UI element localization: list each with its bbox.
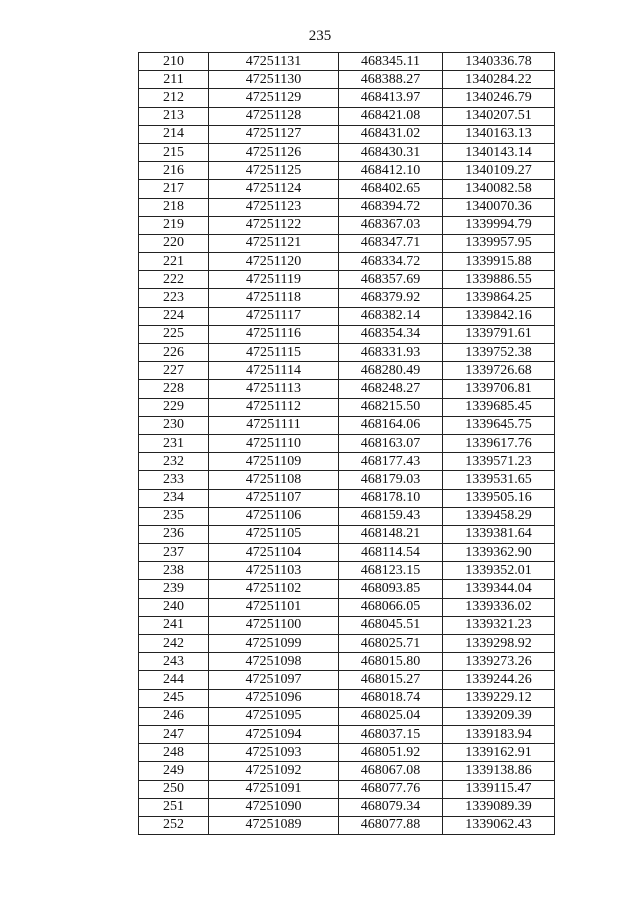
row-number-cell: 251	[139, 798, 209, 816]
point-id-cell: 47251089	[209, 816, 339, 834]
table-row	[139, 635, 555, 653]
row-number-cell: 247	[139, 725, 209, 743]
point-id-cell: 47251109	[209, 453, 339, 471]
row-number-cell: 230	[139, 416, 209, 434]
y-coordinate-cell: 1339726.68	[443, 362, 555, 380]
y-coordinate-cell: 1339531.65	[443, 471, 555, 489]
x-coordinate-cell: 468079.34	[339, 798, 443, 816]
x-coordinate-cell: 468382.14	[339, 307, 443, 325]
table-row	[139, 798, 555, 816]
row-number-cell: 243	[139, 653, 209, 671]
point-id-cell: 47251128	[209, 107, 339, 125]
x-coordinate-cell: 468164.06	[339, 416, 443, 434]
y-coordinate-cell: 1340246.79	[443, 89, 555, 107]
point-id-cell: 47251112	[209, 398, 339, 416]
x-coordinate-cell: 468114.54	[339, 544, 443, 562]
row-number-cell: 231	[139, 434, 209, 452]
table-row	[139, 71, 555, 89]
page-number: 235	[308, 28, 332, 44]
y-coordinate-cell: 1340143.14	[443, 143, 555, 161]
row-number-cell: 233	[139, 471, 209, 489]
y-coordinate-cell: 1340082.58	[443, 180, 555, 198]
row-number-cell: 236	[139, 525, 209, 543]
table-row	[139, 234, 555, 252]
x-coordinate-cell: 468215.50	[339, 398, 443, 416]
x-coordinate-cell: 468123.15	[339, 562, 443, 580]
y-coordinate-cell: 1340207.51	[443, 107, 555, 125]
y-coordinate-cell: 1339571.23	[443, 453, 555, 471]
point-id-cell: 47251114	[209, 362, 339, 380]
row-number-cell: 252	[139, 816, 209, 834]
x-coordinate-cell: 468045.51	[339, 616, 443, 634]
x-coordinate-cell: 468179.03	[339, 471, 443, 489]
table-row	[139, 162, 555, 180]
table-row	[139, 271, 555, 289]
y-coordinate-cell: 1339842.16	[443, 307, 555, 325]
point-id-cell: 47251116	[209, 325, 339, 343]
table-row	[139, 707, 555, 725]
y-coordinate-cell: 1339062.43	[443, 816, 555, 834]
table-row	[139, 307, 555, 325]
row-number-cell: 250	[139, 780, 209, 798]
row-number-cell: 234	[139, 489, 209, 507]
row-number-cell: 221	[139, 253, 209, 271]
point-id-cell: 47251119	[209, 271, 339, 289]
table-row	[139, 362, 555, 380]
point-id-cell: 47251127	[209, 125, 339, 143]
row-number-cell: 238	[139, 562, 209, 580]
x-coordinate-cell: 468379.92	[339, 289, 443, 307]
row-number-cell: 248	[139, 744, 209, 762]
point-id-cell: 47251120	[209, 253, 339, 271]
row-number-cell: 220	[139, 234, 209, 252]
point-id-cell: 47251106	[209, 507, 339, 525]
table-row	[139, 471, 555, 489]
table-row	[139, 53, 555, 71]
row-number-cell: 245	[139, 689, 209, 707]
point-id-cell: 47251097	[209, 671, 339, 689]
row-number-cell: 223	[139, 289, 209, 307]
y-coordinate-cell: 1339706.81	[443, 380, 555, 398]
y-coordinate-cell: 1339458.29	[443, 507, 555, 525]
y-coordinate-cell: 1339352.01	[443, 562, 555, 580]
x-coordinate-cell: 468357.69	[339, 271, 443, 289]
row-number-cell: 227	[139, 362, 209, 380]
point-id-cell: 47251098	[209, 653, 339, 671]
point-id-cell: 47251110	[209, 434, 339, 452]
x-coordinate-cell: 468345.11	[339, 53, 443, 71]
table-row	[139, 398, 555, 416]
x-coordinate-cell: 468394.72	[339, 198, 443, 216]
point-id-cell: 47251105	[209, 525, 339, 543]
x-coordinate-cell: 468421.08	[339, 107, 443, 125]
point-id-cell: 47251090	[209, 798, 339, 816]
y-coordinate-cell: 1339089.39	[443, 798, 555, 816]
x-coordinate-cell: 468331.93	[339, 344, 443, 362]
x-coordinate-cell: 468367.03	[339, 216, 443, 234]
x-coordinate-cell: 468037.15	[339, 725, 443, 743]
y-coordinate-cell: 1339273.26	[443, 653, 555, 671]
y-coordinate-cell: 1339209.39	[443, 707, 555, 725]
y-coordinate-cell: 1339336.02	[443, 598, 555, 616]
point-id-cell: 47251125	[209, 162, 339, 180]
y-coordinate-cell: 1339505.16	[443, 489, 555, 507]
x-coordinate-cell: 468015.27	[339, 671, 443, 689]
point-id-cell: 47251099	[209, 635, 339, 653]
row-number-cell: 219	[139, 216, 209, 234]
x-coordinate-cell: 468066.05	[339, 598, 443, 616]
point-id-cell: 47251122	[209, 216, 339, 234]
table-row	[139, 616, 555, 634]
row-number-cell: 224	[139, 307, 209, 325]
point-id-cell: 47251118	[209, 289, 339, 307]
x-coordinate-cell: 468178.10	[339, 489, 443, 507]
x-coordinate-cell: 468163.07	[339, 434, 443, 452]
row-number-cell: 226	[139, 344, 209, 362]
point-id-cell: 47251126	[209, 143, 339, 161]
y-coordinate-cell: 1339162.91	[443, 744, 555, 762]
y-coordinate-cell: 1339381.64	[443, 525, 555, 543]
x-coordinate-cell: 468159.43	[339, 507, 443, 525]
coordinates-table	[138, 52, 555, 835]
y-coordinate-cell: 1339244.26	[443, 671, 555, 689]
table-row	[139, 216, 555, 234]
point-id-cell: 47251100	[209, 616, 339, 634]
point-id-cell: 47251093	[209, 744, 339, 762]
table-row	[139, 434, 555, 452]
y-coordinate-cell: 1339115.47	[443, 780, 555, 798]
point-id-cell: 47251095	[209, 707, 339, 725]
row-number-cell: 244	[139, 671, 209, 689]
table-row	[139, 816, 555, 834]
x-coordinate-cell: 468412.10	[339, 162, 443, 180]
table-row	[139, 89, 555, 107]
y-coordinate-cell: 1340284.22	[443, 71, 555, 89]
x-coordinate-cell: 468025.04	[339, 707, 443, 725]
y-coordinate-cell: 1339321.23	[443, 616, 555, 634]
y-coordinate-cell: 1340336.78	[443, 53, 555, 71]
table-row	[139, 325, 555, 343]
table-row	[139, 725, 555, 743]
table-row	[139, 253, 555, 271]
table-row	[139, 598, 555, 616]
y-coordinate-cell: 1340070.36	[443, 198, 555, 216]
table-row	[139, 562, 555, 580]
point-id-cell: 47251111	[209, 416, 339, 434]
x-coordinate-cell: 468067.08	[339, 762, 443, 780]
row-number-cell: 237	[139, 544, 209, 562]
y-coordinate-cell: 1339362.90	[443, 544, 555, 562]
point-id-cell: 47251129	[209, 89, 339, 107]
y-coordinate-cell: 1339645.75	[443, 416, 555, 434]
row-number-cell: 228	[139, 380, 209, 398]
point-id-cell: 47251123	[209, 198, 339, 216]
table-row	[139, 544, 555, 562]
table-row	[139, 762, 555, 780]
table-row	[139, 744, 555, 762]
x-coordinate-cell: 468431.02	[339, 125, 443, 143]
table-row	[139, 344, 555, 362]
y-coordinate-cell: 1339298.92	[443, 635, 555, 653]
y-coordinate-cell: 1339344.04	[443, 580, 555, 598]
x-coordinate-cell: 468093.85	[339, 580, 443, 598]
row-number-cell: 242	[139, 635, 209, 653]
row-number-cell: 235	[139, 507, 209, 525]
x-coordinate-cell: 468354.34	[339, 325, 443, 343]
x-coordinate-cell: 468177.43	[339, 453, 443, 471]
y-coordinate-cell: 1339138.86	[443, 762, 555, 780]
row-number-cell: 210	[139, 53, 209, 71]
x-coordinate-cell: 468430.31	[339, 143, 443, 161]
point-id-cell: 47251101	[209, 598, 339, 616]
table-row	[139, 107, 555, 125]
table-row	[139, 525, 555, 543]
point-id-cell: 47251096	[209, 689, 339, 707]
table-row	[139, 380, 555, 398]
row-number-cell: 213	[139, 107, 209, 125]
point-id-cell: 47251130	[209, 71, 339, 89]
x-coordinate-cell: 468402.65	[339, 180, 443, 198]
row-number-cell: 229	[139, 398, 209, 416]
table-row	[139, 780, 555, 798]
point-id-cell: 47251107	[209, 489, 339, 507]
point-id-cell: 47251108	[209, 471, 339, 489]
row-number-cell: 218	[139, 198, 209, 216]
row-number-cell: 225	[139, 325, 209, 343]
row-number-cell: 246	[139, 707, 209, 725]
table-row	[139, 507, 555, 525]
x-coordinate-cell: 468025.71	[339, 635, 443, 653]
y-coordinate-cell: 1339957.95	[443, 234, 555, 252]
point-id-cell: 47251117	[209, 307, 339, 325]
table-row	[139, 580, 555, 598]
point-id-cell: 47251102	[209, 580, 339, 598]
table-row	[139, 671, 555, 689]
x-coordinate-cell: 468248.27	[339, 380, 443, 398]
x-coordinate-cell: 468015.80	[339, 653, 443, 671]
y-coordinate-cell: 1339915.88	[443, 253, 555, 271]
row-number-cell: 215	[139, 143, 209, 161]
table-row	[139, 180, 555, 198]
table-row	[139, 416, 555, 434]
y-coordinate-cell: 1339994.79	[443, 216, 555, 234]
row-number-cell: 222	[139, 271, 209, 289]
table-row	[139, 689, 555, 707]
coordinates-table-body	[139, 53, 555, 835]
table-row	[139, 289, 555, 307]
row-number-cell: 240	[139, 598, 209, 616]
row-number-cell: 232	[139, 453, 209, 471]
table-row	[139, 453, 555, 471]
row-number-cell: 216	[139, 162, 209, 180]
y-coordinate-cell: 1339229.12	[443, 689, 555, 707]
point-id-cell: 47251092	[209, 762, 339, 780]
point-id-cell: 47251113	[209, 380, 339, 398]
point-id-cell: 47251115	[209, 344, 339, 362]
x-coordinate-cell: 468388.27	[339, 71, 443, 89]
table-row	[139, 125, 555, 143]
x-coordinate-cell: 468148.21	[339, 525, 443, 543]
table-row	[139, 653, 555, 671]
y-coordinate-cell: 1339886.55	[443, 271, 555, 289]
y-coordinate-cell: 1340163.13	[443, 125, 555, 143]
y-coordinate-cell: 1339685.45	[443, 398, 555, 416]
x-coordinate-cell: 468347.71	[339, 234, 443, 252]
x-coordinate-cell: 468077.76	[339, 780, 443, 798]
y-coordinate-cell: 1339752.38	[443, 344, 555, 362]
row-number-cell: 249	[139, 762, 209, 780]
table-row	[139, 143, 555, 161]
row-number-cell: 241	[139, 616, 209, 634]
row-number-cell: 239	[139, 580, 209, 598]
point-id-cell: 47251103	[209, 562, 339, 580]
y-coordinate-cell: 1340109.27	[443, 162, 555, 180]
table-row	[139, 489, 555, 507]
row-number-cell: 212	[139, 89, 209, 107]
point-id-cell: 47251104	[209, 544, 339, 562]
x-coordinate-cell: 468051.92	[339, 744, 443, 762]
x-coordinate-cell: 468413.97	[339, 89, 443, 107]
row-number-cell: 217	[139, 180, 209, 198]
point-id-cell: 47251131	[209, 53, 339, 71]
y-coordinate-cell: 1339791.61	[443, 325, 555, 343]
x-coordinate-cell: 468334.72	[339, 253, 443, 271]
x-coordinate-cell: 468077.88	[339, 816, 443, 834]
row-number-cell: 214	[139, 125, 209, 143]
x-coordinate-cell: 468280.49	[339, 362, 443, 380]
x-coordinate-cell: 468018.74	[339, 689, 443, 707]
y-coordinate-cell: 1339864.25	[443, 289, 555, 307]
point-id-cell: 47251124	[209, 180, 339, 198]
point-id-cell: 47251091	[209, 780, 339, 798]
y-coordinate-cell: 1339183.94	[443, 725, 555, 743]
point-id-cell: 47251094	[209, 725, 339, 743]
point-id-cell: 47251121	[209, 234, 339, 252]
table-row	[139, 198, 555, 216]
row-number-cell: 211	[139, 71, 209, 89]
y-coordinate-cell: 1339617.76	[443, 434, 555, 452]
